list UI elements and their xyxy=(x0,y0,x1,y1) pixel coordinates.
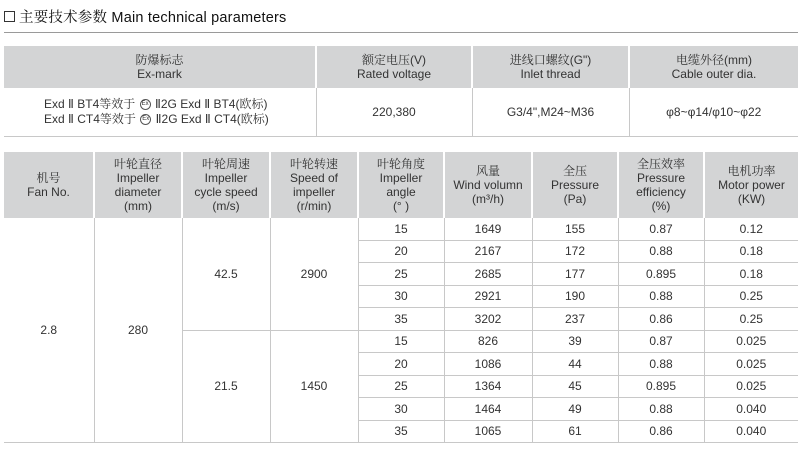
header-impeller-diameter-unit: (mm) xyxy=(124,199,152,213)
flow-cell: 2167 xyxy=(444,240,532,263)
ex-mark-cell xyxy=(4,88,316,137)
header-motor-power xyxy=(704,152,798,218)
ex-mark-line-1-a: Exd Ⅱ BT4等效于 xyxy=(44,97,136,111)
angle-cell: 15 xyxy=(358,330,444,353)
title-divider xyxy=(4,32,798,33)
pressure-cell: 177 xyxy=(532,263,618,286)
header-impeller-diameter-en-2: diameter xyxy=(114,185,162,199)
ex-mark-line-2 xyxy=(44,112,316,127)
flow-cell: 1364 xyxy=(444,375,532,398)
header-rated-voltage-en: Rated voltage xyxy=(356,67,432,81)
power-cell: 0.25 xyxy=(704,285,798,308)
flow-cell: 2685 xyxy=(444,263,532,286)
header-pressure-efficiency-unit: (%) xyxy=(651,199,671,213)
header-cycle-speed-en-1: Impeller xyxy=(204,171,248,185)
header-pressure-unit: (Pa) xyxy=(563,192,587,206)
flow-cell: 1464 xyxy=(444,398,532,421)
header-rotation-speed xyxy=(270,152,358,218)
header-pressure-efficiency-en-2: efficiency xyxy=(636,185,686,199)
angle-cell: 30 xyxy=(358,285,444,308)
power-cell: 0.25 xyxy=(704,308,798,331)
header-impeller-angle-en-2: angle xyxy=(386,185,416,199)
flow-cell: 1065 xyxy=(444,420,532,443)
ex-table-header-row xyxy=(4,46,798,88)
header-motor-power-en: Motor power xyxy=(718,178,785,192)
flow-cell: 826 xyxy=(444,330,532,353)
angle-cell: 35 xyxy=(358,308,444,331)
ex-mark-line-1-b: Ⅱ2G Exd Ⅱ BT4(欧标) xyxy=(154,97,268,111)
efficiency-cell: 0.895 xyxy=(618,263,704,286)
pressure-cell: 45 xyxy=(532,375,618,398)
rated-voltage-value: 220,380 xyxy=(316,88,472,137)
ex-symbol-icon: Ex xyxy=(140,114,151,125)
header-wind-volume xyxy=(444,152,532,218)
efficiency-cell: 0.895 xyxy=(618,375,704,398)
header-inlet-thread xyxy=(472,46,629,88)
header-impeller-angle-cn: 叶轮角度 xyxy=(376,157,425,171)
header-pressure xyxy=(532,152,618,218)
param-header-row xyxy=(4,152,798,218)
header-rated-voltage-cn: 额定电压(V) xyxy=(362,53,426,67)
header-pressure-cn: 全压 xyxy=(562,164,587,178)
header-pressure-efficiency-en-1: Pressure xyxy=(636,171,686,185)
power-cell: 0.040 xyxy=(704,420,798,443)
ex-mark-table xyxy=(4,46,798,137)
efficiency-cell: 0.86 xyxy=(618,420,704,443)
efficiency-cell: 0.86 xyxy=(618,308,704,331)
angle-cell: 25 xyxy=(358,263,444,286)
efficiency-cell: 0.87 xyxy=(618,330,704,353)
pressure-cell: 155 xyxy=(532,218,618,240)
header-motor-power-cn: 电机功率 xyxy=(727,164,776,178)
header-rotation-speed-cn: 叶轮转速 xyxy=(289,157,338,171)
section-title xyxy=(4,4,286,28)
impeller-diameter-cell: 280 xyxy=(94,218,182,443)
header-ex-mark-cn: 防爆标志 xyxy=(135,53,184,67)
ex-mark-line-1 xyxy=(44,97,316,112)
flow-cell: 2921 xyxy=(444,285,532,308)
cable-dia-value: φ8~φ14/φ10~φ22 xyxy=(629,88,798,137)
ex-symbol-icon: Ex xyxy=(140,99,151,110)
flow-cell: 1649 xyxy=(444,218,532,240)
header-ex-mark-en: Ex-mark xyxy=(137,67,182,81)
angle-cell: 25 xyxy=(358,375,444,398)
flow-cell: 3202 xyxy=(444,308,532,331)
fan-no-cell: 2.8 xyxy=(4,218,94,443)
header-pressure-efficiency xyxy=(618,152,704,218)
header-inlet-thread-cn: 进线口螺纹(G") xyxy=(509,53,592,67)
efficiency-cell: 0.88 xyxy=(618,398,704,421)
pressure-cell: 237 xyxy=(532,308,618,331)
cycle-speed-cell: 21.5 xyxy=(182,330,270,443)
power-cell: 0.025 xyxy=(704,353,798,376)
angle-cell: 20 xyxy=(358,353,444,376)
header-wind-volume-unit: (m³/h) xyxy=(472,192,504,206)
angle-cell: 30 xyxy=(358,398,444,421)
table-row xyxy=(4,218,798,240)
header-impeller-angle-unit: (° ) xyxy=(392,199,410,213)
header-inlet-thread-en: Inlet thread xyxy=(520,67,581,81)
header-fan-no-cn: 机号 xyxy=(36,171,61,185)
pressure-cell: 49 xyxy=(532,398,618,421)
header-cycle-speed-cn: 叶轮周速 xyxy=(201,157,250,171)
header-cycle-speed-unit: (m/s) xyxy=(212,199,240,213)
pressure-cell: 39 xyxy=(532,330,618,353)
header-fan-no-en: Fan No. xyxy=(27,185,70,199)
header-impeller-diameter xyxy=(94,152,182,218)
header-impeller-angle-en-1: Impeller xyxy=(379,171,423,185)
header-rotation-speed-unit: (r/min) xyxy=(296,199,332,213)
cycle-speed-cell: 42.5 xyxy=(182,218,270,330)
header-impeller-angle xyxy=(358,152,444,218)
flow-cell: 1086 xyxy=(444,353,532,376)
ex-mark-line-2-b: Ⅱ2G Exd Ⅱ CT4(欧标) xyxy=(155,112,269,126)
efficiency-cell: 0.88 xyxy=(618,353,704,376)
power-cell: 0.18 xyxy=(704,240,798,263)
power-cell: 0.025 xyxy=(704,375,798,398)
header-rated-voltage xyxy=(316,46,472,88)
rotation-speed-cell: 1450 xyxy=(270,330,358,443)
header-rotation-speed-en-2: impeller xyxy=(292,185,335,199)
pressure-cell: 190 xyxy=(532,285,618,308)
header-impeller-diameter-cn: 叶轮直径 xyxy=(113,157,162,171)
header-pressure-efficiency-cn: 全压效率 xyxy=(636,157,685,171)
ex-mark-line-2-a: Exd Ⅱ CT4等效于 xyxy=(44,112,136,126)
pressure-cell: 61 xyxy=(532,420,618,443)
ex-table-row xyxy=(4,88,798,137)
header-fan-no xyxy=(4,152,94,218)
angle-cell: 15 xyxy=(358,218,444,240)
angle-cell: 20 xyxy=(358,240,444,263)
rotation-speed-cell: 2900 xyxy=(270,218,358,330)
header-wind-volume-en: Wind volumn xyxy=(453,178,523,192)
efficiency-cell: 0.87 xyxy=(618,218,704,240)
power-cell: 0.025 xyxy=(704,330,798,353)
checkbox-icon xyxy=(4,11,15,22)
header-cycle-speed-en-2: cycle speed xyxy=(194,185,258,199)
header-ex-mark xyxy=(4,46,316,88)
header-cable-dia-en: Cable outer dia. xyxy=(671,67,757,81)
efficiency-cell: 0.88 xyxy=(618,240,704,263)
angle-cell: 35 xyxy=(358,420,444,443)
power-cell: 0.18 xyxy=(704,263,798,286)
section-title-text: 主要技术参数 Main technical parameters xyxy=(19,9,287,26)
efficiency-cell: 0.88 xyxy=(618,285,704,308)
header-wind-volume-cn: 风量 xyxy=(475,164,500,178)
header-impeller-diameter-en-1: Impeller xyxy=(116,171,160,185)
pressure-cell: 172 xyxy=(532,240,618,263)
power-cell: 0.12 xyxy=(704,218,798,240)
header-cable-dia xyxy=(629,46,798,88)
pressure-cell: 44 xyxy=(532,353,618,376)
header-rotation-speed-en-1: Speed of xyxy=(289,171,339,185)
parameter-table xyxy=(4,152,798,443)
inlet-thread-value: G3/4",M24~M36 xyxy=(472,88,629,137)
power-cell: 0.040 xyxy=(704,398,798,421)
header-pressure-en: Pressure xyxy=(550,178,600,192)
header-motor-power-unit: (KW) xyxy=(737,192,766,206)
header-cable-dia-cn: 电缆外径(mm) xyxy=(676,53,752,67)
header-cycle-speed xyxy=(182,152,270,218)
